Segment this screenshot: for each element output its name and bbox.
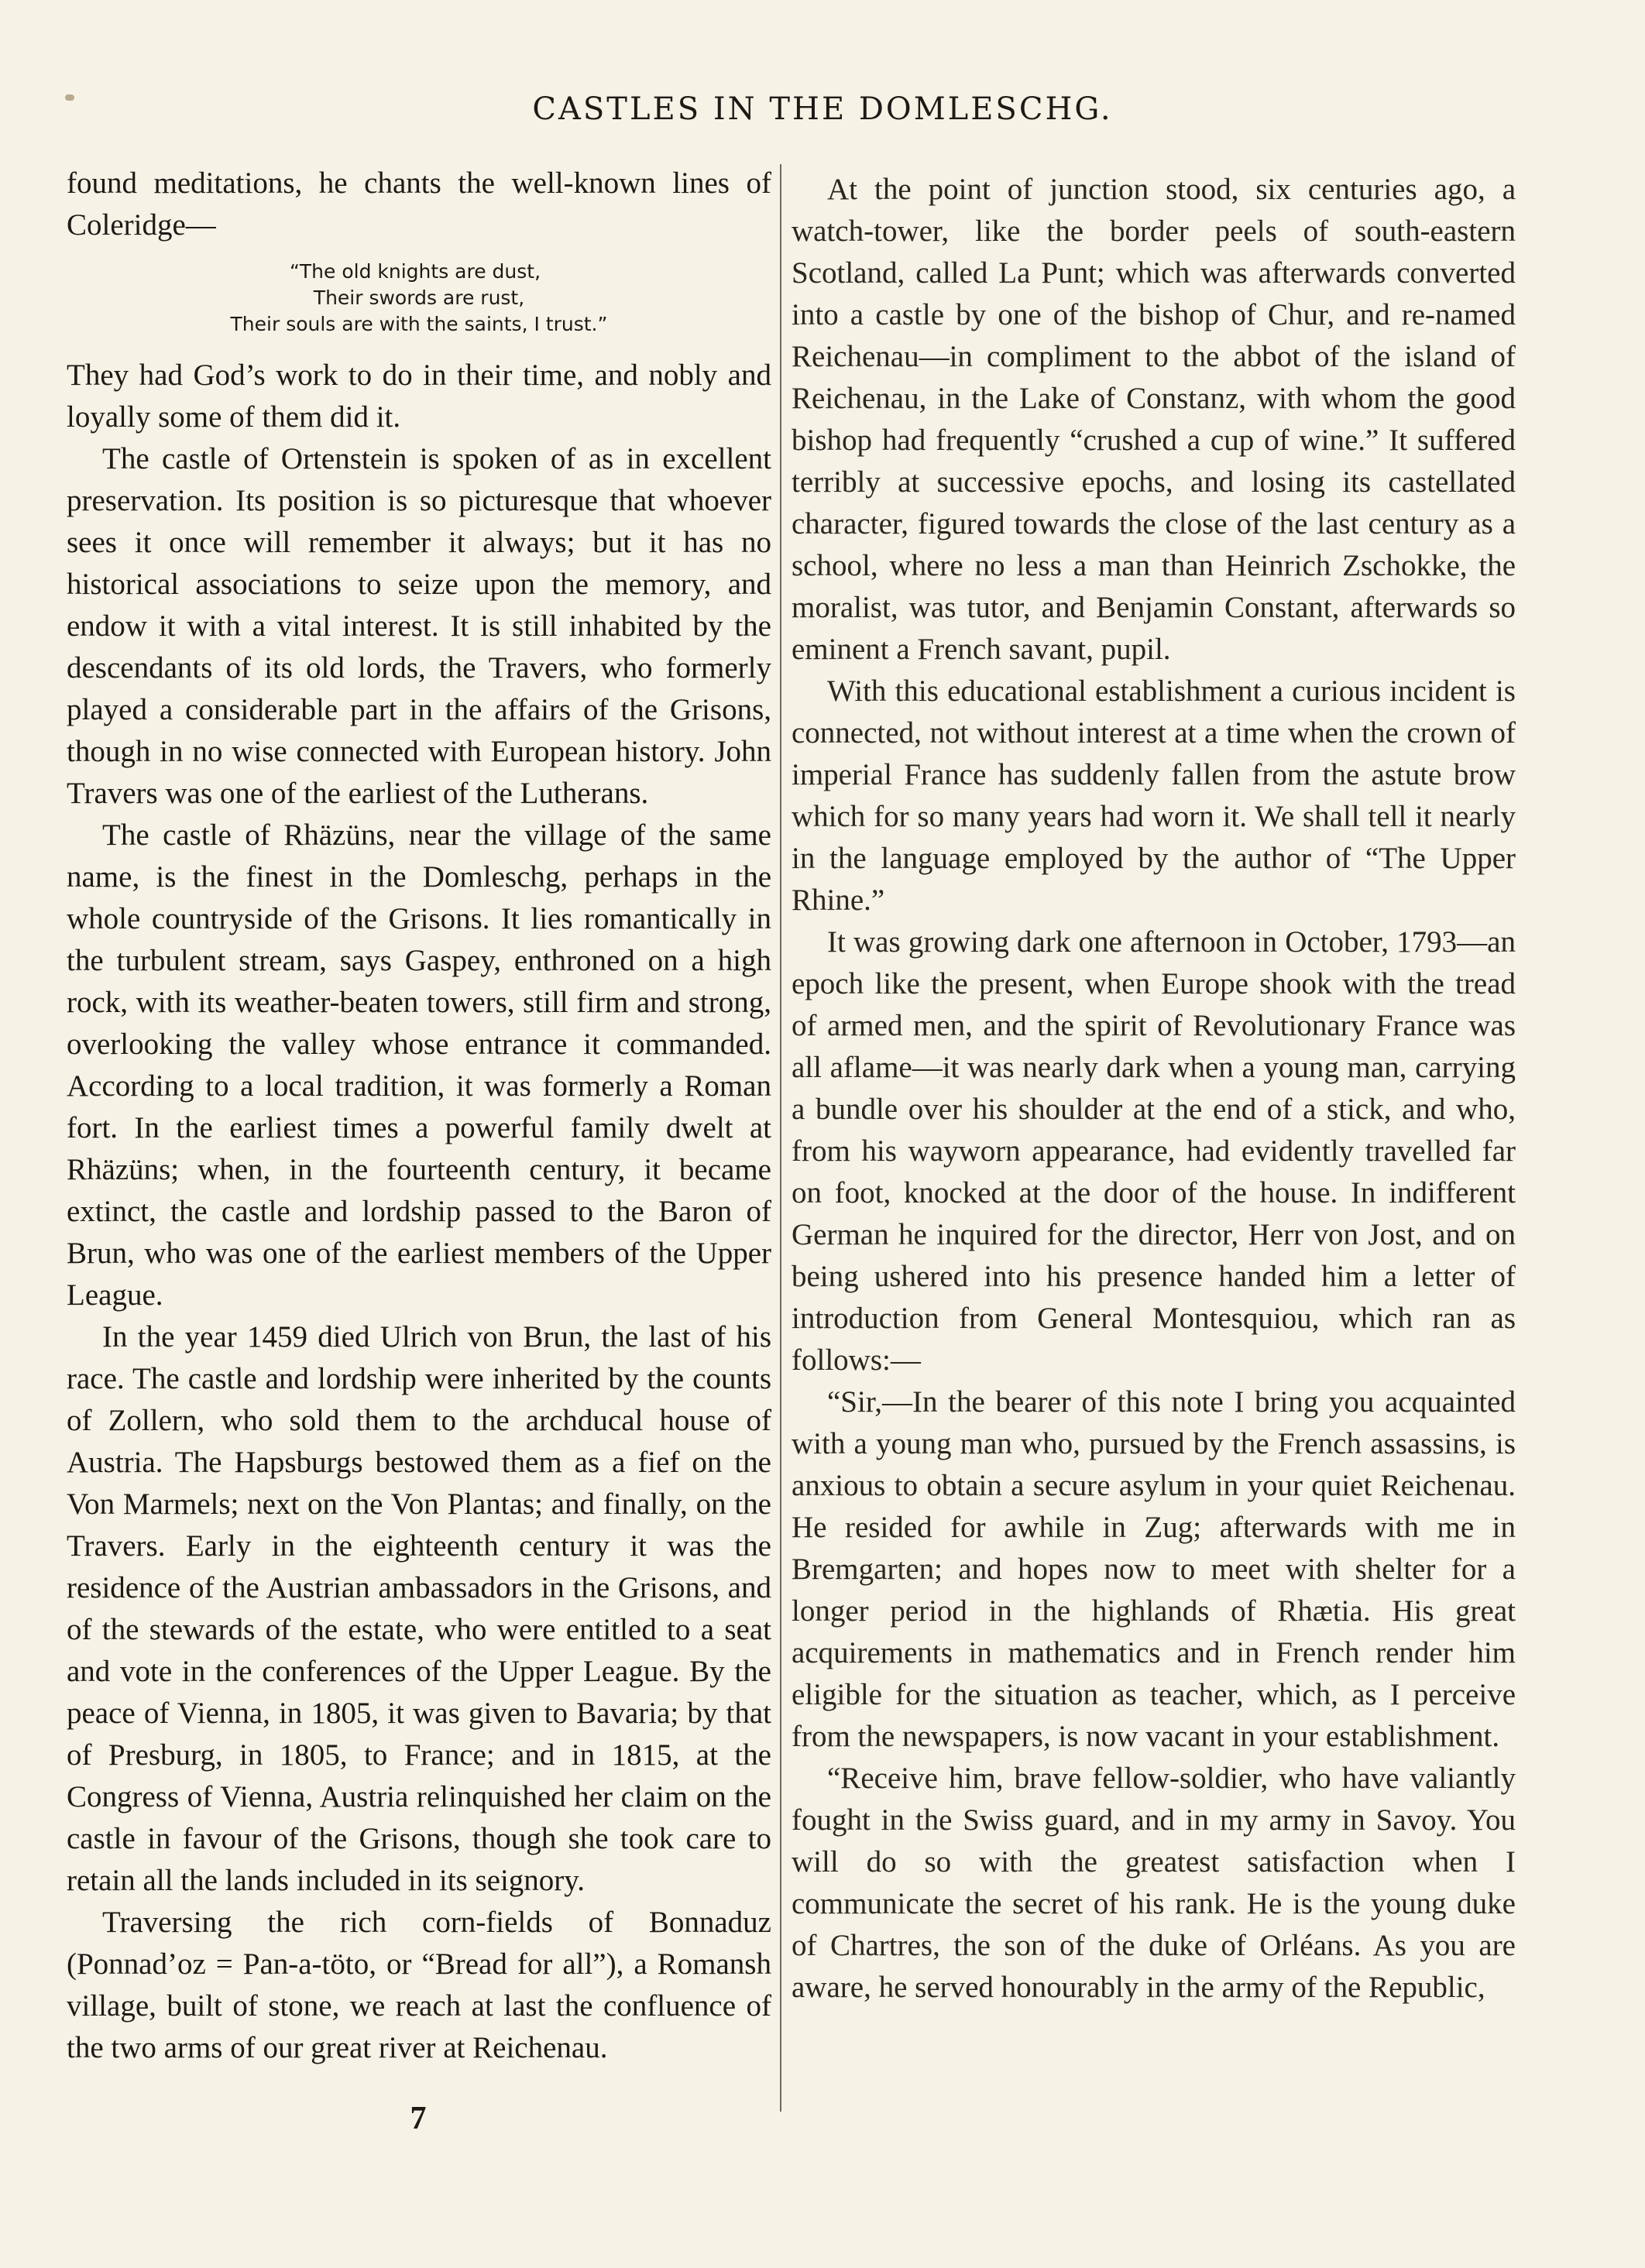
left-column (67, 163, 771, 2069)
verse-quotation (67, 259, 771, 338)
paragraph: In the year 1459 died Ulrich von Brun, the last of his race. The castle and lordship were inherited by the counts of Zollern, who sold them to the archducal house of Austria. The Hapsburgs bestowed them as a fief on the Von Marmels; next on the Von Plantas; and finally, on the Travers. Early in the eighteenth century it was the residence of the Austrian ambassadors in the Grisons, and of the stewards of the estate, who were entitled to a seat and vote in the conferences of the Upper League. By the peace of Vienna, in 1805, it was given to Bavaria; by that of Presburg, in 1805, to France; and in 1815, at the Congress of Vienna, Austria relinquished her claim on the castle in favour of the Grisons, though she took care to retain all the lands included in its seignory. (67, 1320, 771, 1897)
paragraph: They had God’s work to do in their time, and nobly and loyally some of them did it. (67, 359, 771, 434)
verse-line: Their swords are rust, (313, 287, 525, 309)
paragraph: It was growing dark one afternoon in October, 1793—an epoch like the present, when Europe shook with the tread of armed men, and the spirit of Revolutionary France was all aflame—it was nearly dark when a young man, carrying a bundle over his shoulder at the end of a stick, and who, from his wayworn appearance, had evidently travelled far on foot, knocked at the door of the house. In indifferent German he inquired for the director, Herr von Jost, and on being ushered into his presence handed him a letter of introduction from General Montesquiou, which ran as follows:— (792, 925, 1516, 1377)
page-number: 7 (410, 2101, 427, 2136)
right-column (792, 169, 1516, 2009)
paragraph: At the point of junction stood, six centuries ago, a watch-tower, like the border peels of south-eastern Scotland, called La Punt; which was afterwards converted into a castle by one of the bishop of Chur, and re-named Reichenau—in compliment to the abbot of the island of Reichenau, in the Lake of Constanz, with whom the good bishop had frequently “crushed a cup of wine.” It suffered terribly at successive epochs, and losing its castellated character, figured towards the close of the last century as a school, where no less a man than Heinrich Zschokke, the moralist, was tutor, and Benjamin Constant, afterwards so eminent a French savant, pupil. (792, 173, 1516, 666)
paragraph: “Receive him, brave fellow-soldier, who have valiantly fought in the Swiss guard, and in my army in Savoy. You will do so with the greatest satisfaction when I communicate the secret of his rank. He is the young duke of Chartres, the son of the duke of Orléans. As you are aware, he served honourably in the army of the Republic, (792, 1762, 1516, 2004)
column-divider (780, 164, 781, 2112)
paragraph: The castle of Rhäzüns, near the village of the same name, is the finest in the Domleschg, perhaps in the whole countryside of the Grisons. It lies romantically in the turbulent stream, says Gaspey, enthroned on a high rock, with its weather-beaten towers, still firm and strong, overlooking the valley whose entrance it commanded. According to a local tradition, it was formerly a Roman fort. In the earliest times a powerful family dwelt at Rhäzüns; when, in the fourteenth century, it became extinct, the castle and lordship passed to the Baron of Brun, who was one of the earliest members of the Upper League. (67, 818, 771, 1312)
paragraph: Traversing the rich corn-fields of Bonnaduz (Ponnad’oz = Pan-a-töto, or “Bread for all”), a Romansh village, built of stone, we reach at last the confluence of the two arms of our great river at Reichenau. (67, 1906, 771, 2064)
verse-line: Their souls are with the saints, I trust.” (230, 313, 608, 335)
paragraph: The castle of Ortenstein is spoken of as in excellent preservation. Its position is so picturesque that whoever sees it once will remember it always; but it has no historical associations to seize upon the memory, and endow it with a vital interest. It is still inhabited by the descendants of its old lords, the Travers, who formerly played a considerable part in the affairs of the Grisons, though in no wise connected with European history. John Travers was one of the earliest of the Lutherans. (67, 442, 771, 810)
verse-line: “The old knights are dust, (289, 260, 541, 283)
paragraph: With this educational establishment a curious incident is connected, not without interest at a time when the crown of imperial France has suddenly fallen from the astute brow which for so many years had worn it. We shall tell it nearly in the language employed by the author of “The Upper Rhine.” (792, 674, 1516, 917)
paragraph: “Sir,—In the bearer of this note I bring you acquainted with a young man who, pursued by the French assassins, is anxious to obtain a secure asylum in your quiet Reichenau. He resided for awhile in Zug; afterwards with me in Bremgarten; and hopes now to meet with shelter for a longer period in the highlands of Rhætia. His great acquirements in mathematics and in French render him eligible for the situation as teacher, which, as I perceive from the newspapers, is now vacant in your establishment. (792, 1385, 1516, 1753)
paragraph: found meditations, he chants the well-known lines of Coleridge— (67, 166, 771, 242)
running-header: CASTLES IN THE DOMLESCHG. (532, 91, 1113, 127)
